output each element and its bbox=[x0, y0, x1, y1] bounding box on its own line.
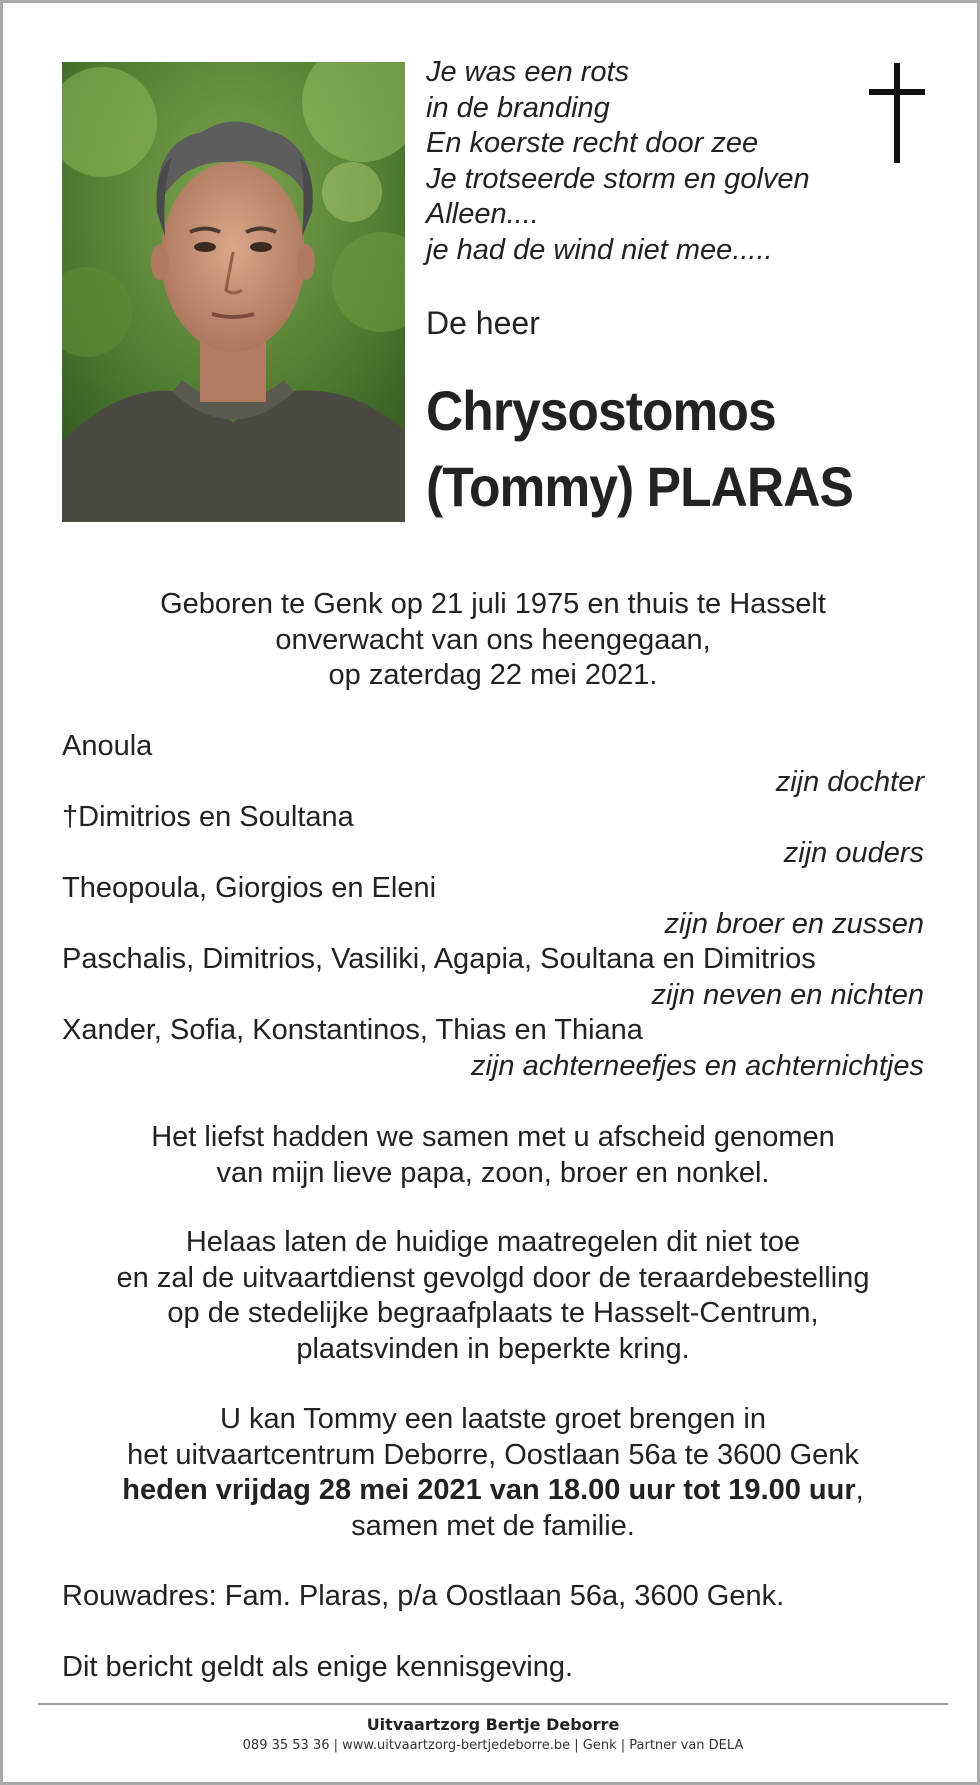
portrait-photo-image bbox=[62, 62, 405, 522]
poem-line: in de branding bbox=[426, 91, 610, 124]
deceased-name-line-2: (Tommy) PLARAS bbox=[426, 455, 853, 518]
family-relation: zijn neven en nichten bbox=[651, 978, 924, 1011]
measures-line: op de stedelijke begraafplaats te Hasselt-Centrum, bbox=[167, 1297, 819, 1329]
measures-line: plaatsvinden in beperkte kring. bbox=[296, 1332, 690, 1365]
family-members: †Dimitrios en Soultana bbox=[62, 801, 354, 833]
birth-notice-line: Geboren te Genk op 21 juli 1975 en thuis te Hasselt bbox=[160, 588, 826, 620]
visitation-line: samen met de familie. bbox=[351, 1509, 635, 1542]
measures-paragraph bbox=[43, 1225, 943, 1367]
farewell-line: Het liefst hadden we samen met u afscheid genomen bbox=[151, 1121, 835, 1153]
visitation-line: het uitvaartcentrum Deborre, Oostlaan 56a te 3600 Genk bbox=[127, 1438, 859, 1471]
family-members: Xander, Sofia, Konstantinos, Thias en Thiana bbox=[62, 1014, 643, 1046]
birth-notice-line: op zaterdag 22 mei 2021. bbox=[328, 659, 658, 691]
deceased-name bbox=[426, 373, 853, 525]
poem-line: Je trotseerde storm en golven bbox=[426, 162, 810, 195]
honorific: De heer bbox=[426, 305, 540, 341]
footer-divider bbox=[38, 1703, 948, 1705]
poem-line: Je was een rots bbox=[426, 56, 630, 88]
measures-line: en zal de uitvaartdienst gevolgd door de teraardebestelling bbox=[116, 1261, 870, 1294]
family-relation: zijn ouders bbox=[783, 836, 924, 869]
birth-notice bbox=[43, 587, 943, 694]
visitation-datetime-line bbox=[43, 1473, 943, 1509]
family-list bbox=[62, 729, 924, 1084]
birth-notice-line: onverwacht van ons heengegaan, bbox=[275, 623, 711, 656]
family-members: Theopoula, Giorgios en Eleni bbox=[62, 872, 437, 904]
latin-cross-icon-shape bbox=[869, 63, 925, 163]
visitation-line: U kan Tommy een laatste groet brengen in bbox=[220, 1403, 766, 1435]
funeral-home-contact: 089 35 53 36 | www.uitvaartzorg-bertjedeborre.be | Genk | Partner van DELA bbox=[242, 1738, 744, 1753]
family-members: Anoula bbox=[62, 730, 153, 762]
portrait-photo bbox=[62, 62, 405, 522]
mourning-address: Rouwadres: Fam. Plaras, p/a Oostlaan 56a, 3600 Genk. bbox=[62, 1580, 785, 1612]
visitation-datetime-suffix: , bbox=[855, 1474, 864, 1506]
visitation-datetime: heden vrijdag 28 mei 2021 van 18.00 uur tot 19.00 uur bbox=[122, 1474, 856, 1506]
notice-statement: Dit bericht geldt als enige kennisgeving. bbox=[62, 1651, 574, 1683]
measures-line: Helaas laten de huidige maatregelen dit niet toe bbox=[185, 1226, 801, 1258]
farewell-paragraph bbox=[43, 1120, 943, 1191]
latin-cross-icon bbox=[869, 63, 925, 163]
funeral-home-name: Uitvaartzorg Bertje Deborre bbox=[366, 1715, 620, 1734]
visitation-paragraph bbox=[43, 1402, 943, 1544]
deceased-name-line-1: Chrysostomos bbox=[426, 379, 776, 442]
family-relation: zijn achterneefjes en achternichtjes bbox=[471, 1049, 924, 1082]
family-relation: zijn broer en zussen bbox=[664, 907, 924, 940]
poem-line: En koerste recht door zee bbox=[426, 127, 759, 159]
poem-line: Alleen.... bbox=[426, 198, 539, 230]
poem-line: je had de wind niet mee..... bbox=[426, 233, 773, 266]
family-members: Paschalis, Dimitrios, Vasiliki, Agapia, Soultana en Dimitrios bbox=[62, 943, 816, 975]
family-relation: zijn dochter bbox=[775, 765, 924, 798]
farewell-line: van mijn lieve papa, zoon, broer en nonkel. bbox=[216, 1156, 770, 1189]
poem bbox=[426, 55, 856, 268]
